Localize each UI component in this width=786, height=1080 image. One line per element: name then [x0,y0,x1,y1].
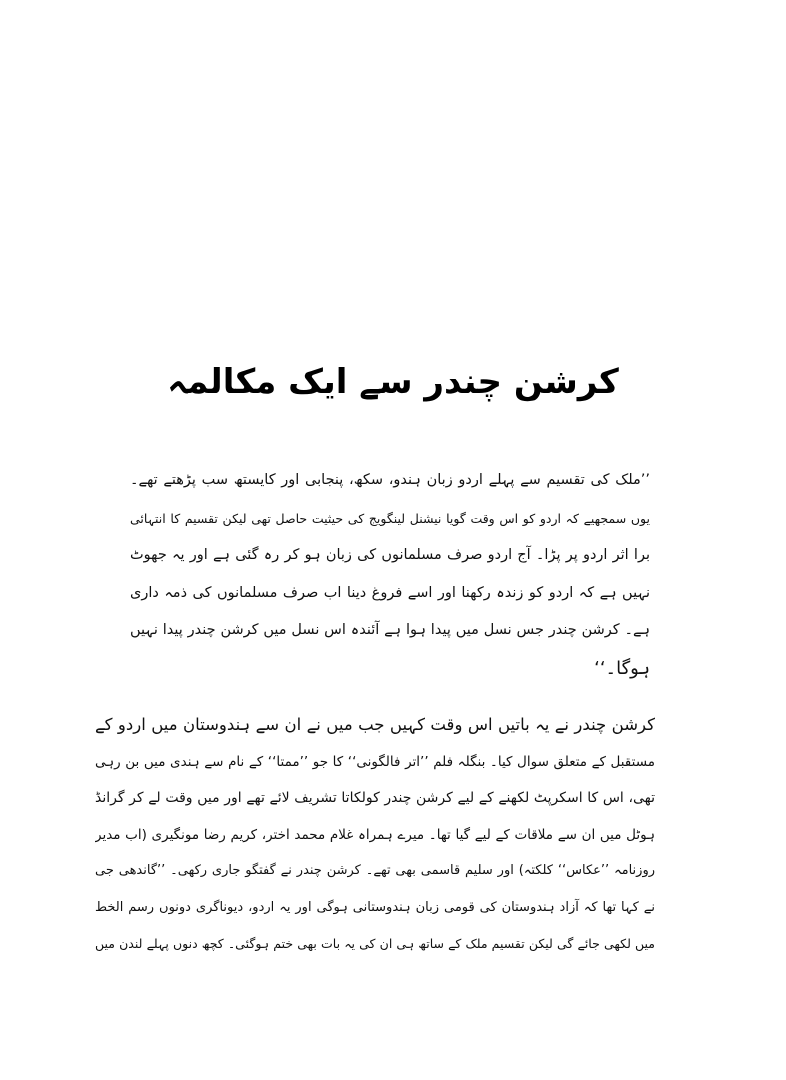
quote-line: ہے۔ کرشن چندر جس نسل میں پیدا ہوا ہے آئندہ اس نسل میں کرشن چندر پیدا نہیں [130,622,650,638]
quote-line: نہیں ہے کہ اردو کو زندہ رکھنا اور اسے فروغ دینا اب صرف مسلمانوں کی ذمہ داری [130,584,650,601]
body-line: کرشن چندر نے یہ باتیں اس وقت کہیں جب میں نے ان سے ہندوستان میں اردو کے [95,715,655,734]
body-paragraph [95,707,655,963]
body-line: میں لکھی جائے گی لیکن تقسیم ملک کے ساتھ ہی ان کی یہ بات بھی ختم ہوگئی۔ کچھ دنوں پہلے لندن میں [95,936,655,951]
body-line: روزنامہ ’’عکاس‘‘ کلکتہ) اور سلیم قاسمی بھی تھے۔ کرشن چندر نے گفتگو جاری رکھی۔ ’’گاندھی جی [95,863,655,878]
body-line: تھی، اس کا اسکرپٹ لکھنے کے لیے کرشن چندر کولکاتا تشریف لائے تھے اور میں وقت لے کر گرانڈ [95,790,655,806]
chapter-title: کرشن چندر سے ایک مکالمہ [167,362,619,402]
body-line: مستقبل کے متعلق سوال کیا۔ بنگلہ فلم ’’اتر فالگونی‘‘ کا جو ’’ممتا‘‘ کے نام سے ہندی میں بن رہی [95,753,655,770]
body-line: نے کہا تھا کہ آزاد ہندوستان کی قومی زبان ہندوستانی ہوگی اور یہ اردو، دیوناگری دونوں رسم الخط [95,899,655,915]
quote-line: برا اثر اردو پر پڑا۔ آج اردو صرف مسلمانوں کی زبان ہو کر رہ گئی ہے اور یہ جھوٹ [130,547,650,563]
quote-line: ہوگا۔‘‘ [594,657,650,679]
quote-line: ’’ملک کی تقسیم سے پہلے اردو زبان ہندو، سکھ، پنجابی اور کایستھ سب پڑھتے تھے۔ [130,472,650,488]
body-line: ہوٹل میں ان سے ملاقات کے لیے گیا تھا۔ میرے ہمراہ غلام محمد اختر، کریم رضا مونگیری (اب مدیر [95,826,655,843]
opening-quote [130,462,650,687]
quote-line: یوں سمجھیے کہ اردو کو اس وقت گویا نیشنل لینگویج کی حیثیت حاصل تھی لیکن تقسیم کا انتہائی [130,510,650,526]
